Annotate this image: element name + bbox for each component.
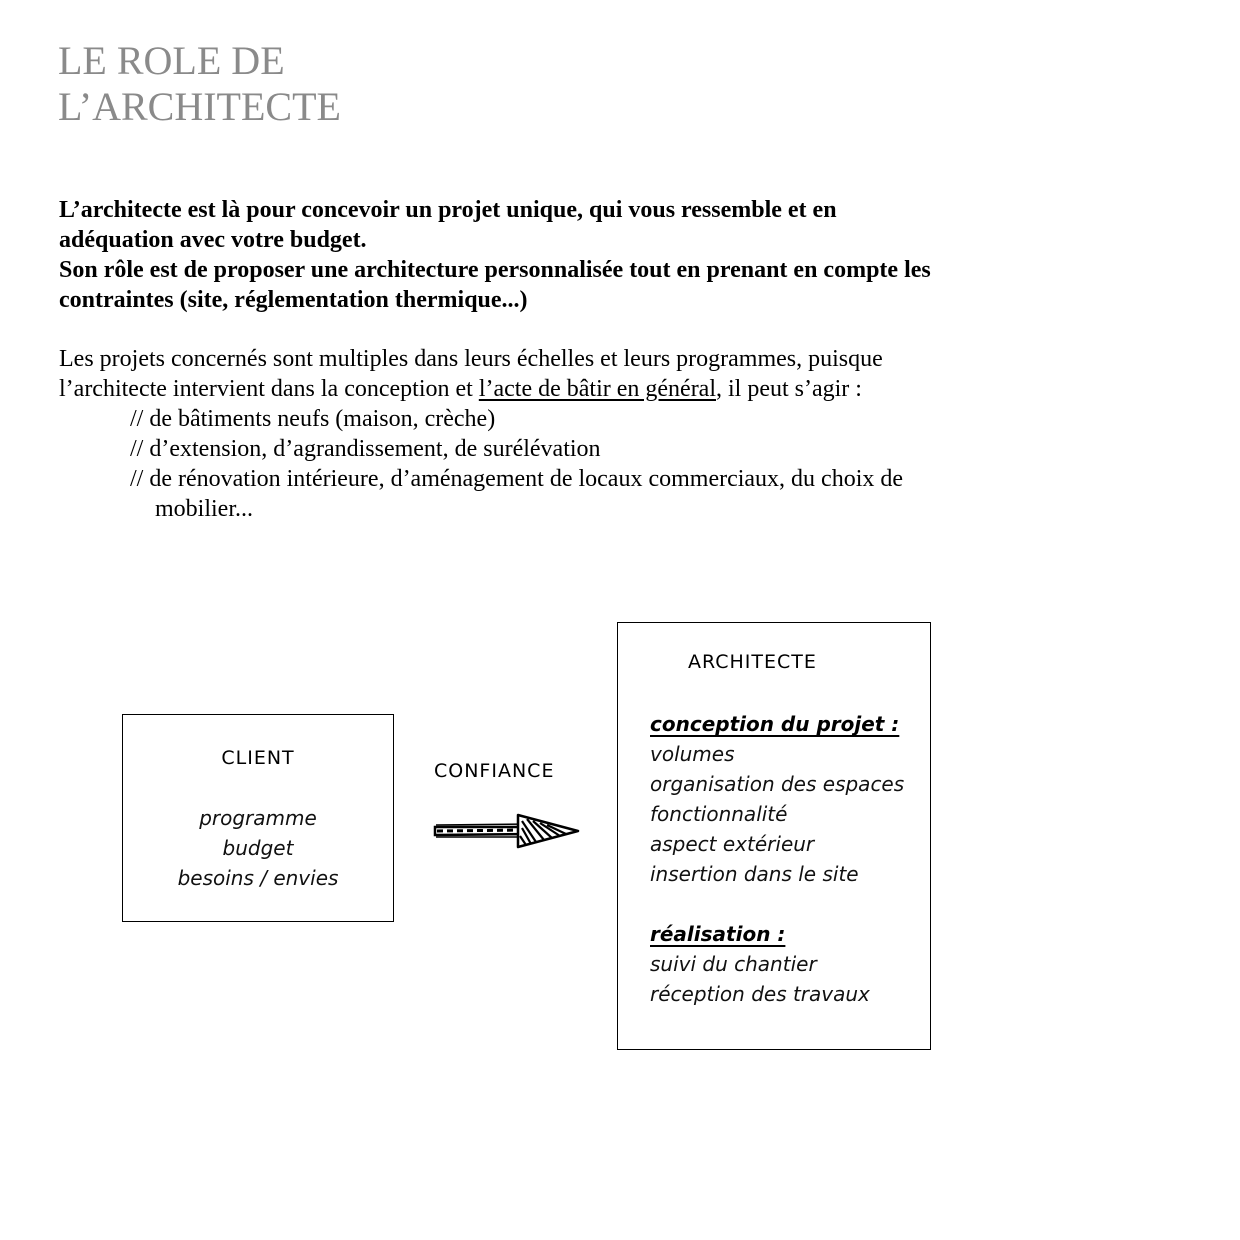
client-item: programme [199,806,317,830]
client-box [122,714,394,922]
list-item-continuation: mobilier... [155,496,253,522]
list-item: // de bâtiments neufs (maison, crèche) [130,406,496,432]
list-item: // d’extension, d’agrandissement, de surélévation [130,436,601,462]
intro-line-1: L’architecte est là pour concevoir un projet unique, qui vous ressemble et en [59,197,837,223]
projects-line-2-start: l’architecte intervient dans la conception et [59,376,479,402]
confiance-label: CONFIANCE [434,760,555,782]
projects-underlined-phrase: l’acte de bâtir en général [478,376,716,402]
page-title [58,38,341,130]
client-item: budget [222,836,294,860]
conception-section-title: conception du projet : [650,712,900,736]
client-title: CLIENT [221,747,295,769]
list-item: // de rénovation intérieure, d’aménagement de locaux commerciaux, du choix de [130,466,904,492]
projects-paragraph [59,344,1059,524]
intro-line-2: adéquation avec votre budget. [59,227,367,253]
projects-line-1: Les projets concernés sont multiples dans leurs échelles et leurs programmes, puisque [59,346,883,372]
conception-item: aspect extérieur [650,832,815,856]
page-title-line-1: LE ROLE DE [58,38,285,83]
page-title-line-2: L’ARCHITECTE [58,84,341,129]
conception-item: volumes [650,742,735,766]
intro-paragraph [59,195,1059,315]
projects-list [59,404,1059,524]
projects-line-2 [59,374,1059,404]
projects-line-2-end: , il peut s’agir : [716,376,862,402]
architecte-title: ARCHITECTE [688,651,817,673]
intro-line-4: contraintes (site, réglementation thermique...) [59,287,528,313]
conception-item: organisation des espaces [650,772,905,796]
realisation-item: réception des travaux [650,982,870,1006]
client-items [123,803,393,893]
realisation-item: suivi du chantier [650,952,817,976]
conception-item: insertion dans le site [650,862,859,886]
hand-drawn-arrow-right-icon [432,810,582,852]
architecte-box [617,622,931,1050]
conception-item: fonctionnalité [650,802,788,826]
realisation-section-title: réalisation : [650,922,786,946]
client-item: besoins / envies [177,866,339,890]
intro-line-3: Son rôle est de proposer une architecture personnalisée tout en prenant en compte les [59,257,931,283]
